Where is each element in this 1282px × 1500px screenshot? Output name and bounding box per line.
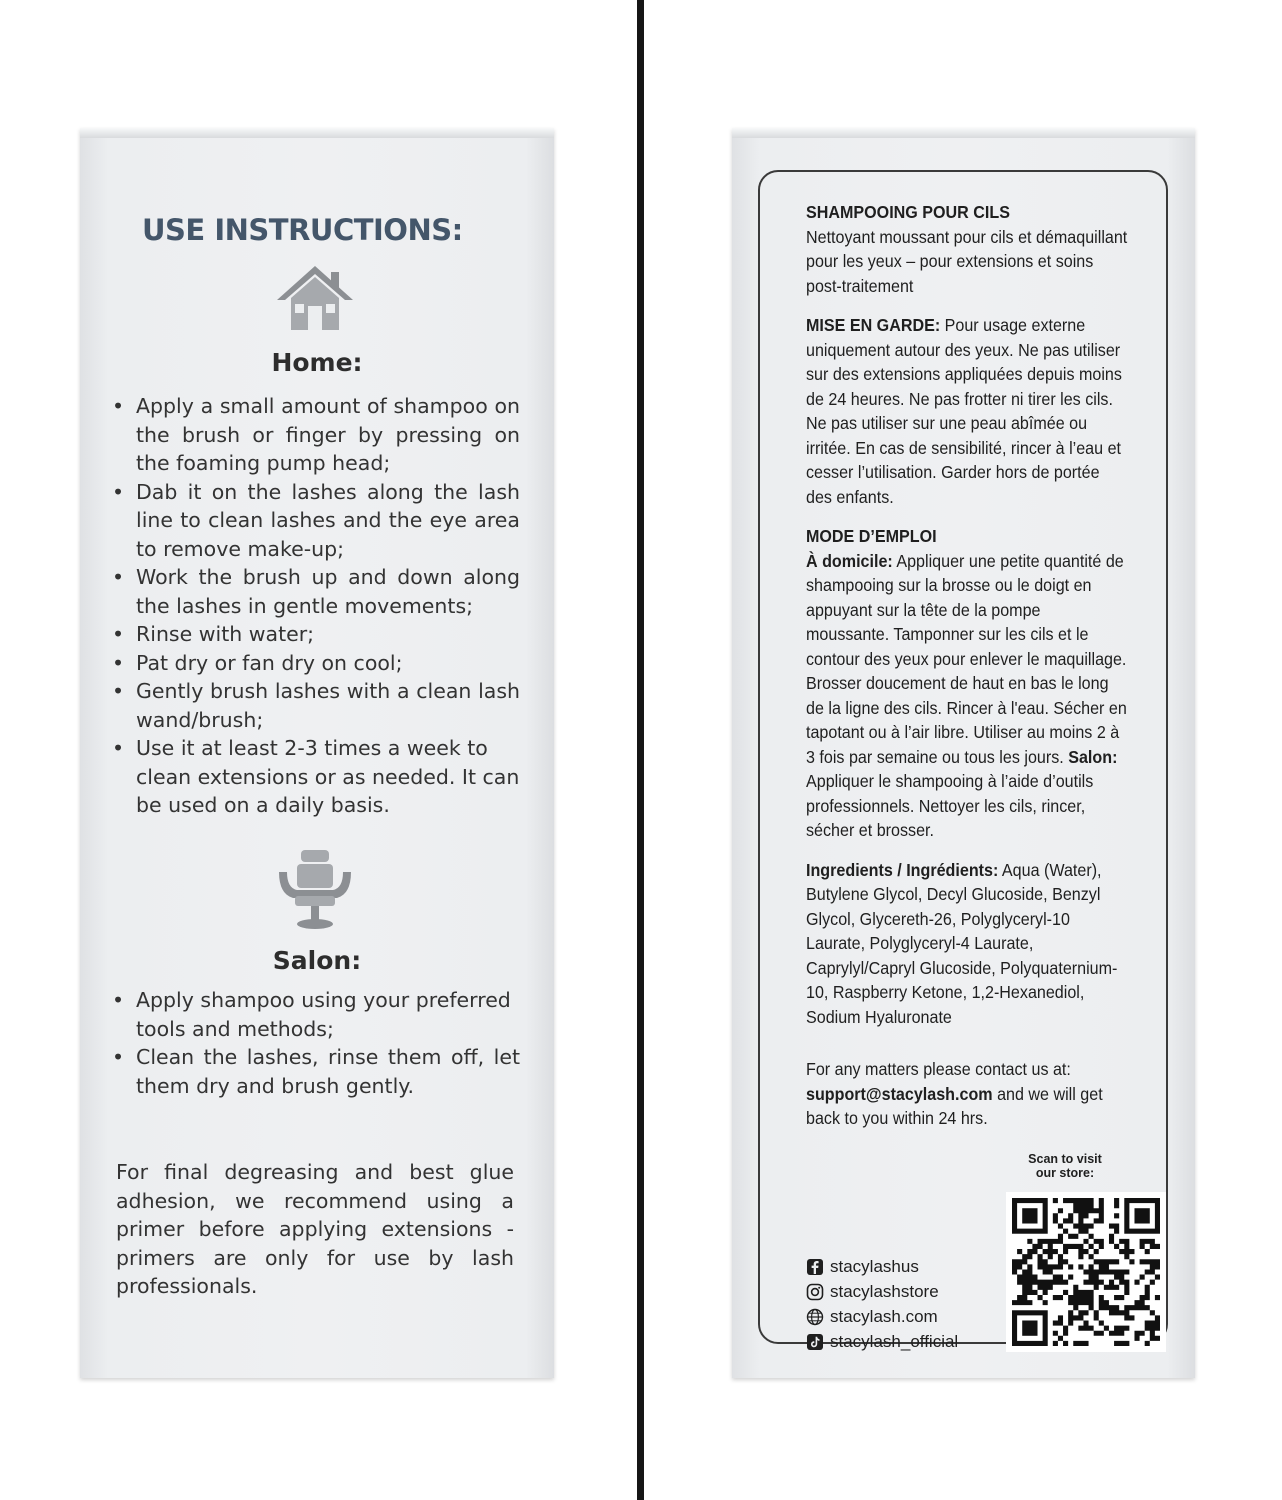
ingredients-text: Aqua (Water), Butylene Glycol, Decyl Glucoside, Benzyl Glycol, Glycereth-26, Polyglyceryl-10 Laurate, Polyglyceryl-4 Laurate, Caprylyl/Capryl Glucoside, Polyquaternium-10, Raspberry Ketone, 1,2-Hexanediol, Sodium Hyaluronate	[806, 859, 1118, 1027]
home-steps-list	[110, 392, 520, 820]
ingredients-label: Ingredients / Ingrédients:	[806, 859, 999, 880]
label-text	[806, 200, 1128, 1146]
social-tiktok	[806, 1329, 1006, 1354]
salon-label: Salon:	[1068, 746, 1118, 767]
social-label: stacylashstore	[830, 1282, 939, 1301]
social-links	[806, 1254, 1006, 1354]
home-text: Appliquer une petite quantité de shampooing sur la brosse ou le doigt en appuyant sur la tête de la pompe moussante. Tamponner sur les cils et le contour des yeux pour enlever le maquillage. Brosser doucement de haut en bas le long de la ligne des cils. Rincer à l'eau. Sécher en tapotant ou à l’air libre. Utiliser au moins 2 à 3 fois par semaine ou tous les jours.	[806, 550, 1127, 767]
list-item: • Gently brush lashes with a clean lash wand/brush;	[110, 677, 520, 734]
social-label: stacylash_official	[830, 1332, 959, 1351]
list-item: • Apply a small amount of shampoo on the brush or finger by pressing on the foaming pump head;	[110, 392, 520, 478]
box-side-label	[732, 128, 1195, 1378]
warning-text: Pour usage externe uniquement autour des yeux. Ne pas utiliser sur des extensions appliquées depuis moins de 24 heures. Ne pas frotter ni tirer les cils. Ne pas utiliser sur une peau abîmée ou irritée. En cas de sensibilité, rincer à l’eau et cesser l’utilisation. Garder hors de portée des enfants.	[806, 315, 1122, 507]
warning-label: MISE EN GARDE:	[806, 315, 941, 335]
use-instructions-title: USE INSTRUCTIONS:	[142, 213, 463, 247]
mode-title: MODE D’EMPLOI	[806, 526, 937, 546]
social-facebook	[806, 1254, 1006, 1279]
list-item: • Work the brush up and down along the lashes in gentle movements;	[110, 563, 520, 620]
social-label: stacylashus	[830, 1257, 919, 1276]
salon-text: Appliquer le shampooing à l’aide d’outils professionnels. Nettoyer les cils, rincer, sécher et brosser.	[806, 771, 1094, 840]
globe-icon	[806, 1308, 824, 1326]
home-heading: Home:	[271, 348, 363, 377]
list-item: • Apply shampoo using your preferred tools and methods;	[110, 986, 520, 1043]
salon-heading: Salon:	[272, 946, 362, 975]
house-icon	[275, 262, 355, 334]
list-item: • Rinse with water;	[110, 620, 520, 649]
social-label: stacylash.com	[830, 1307, 938, 1326]
salon-steps-list	[110, 986, 520, 1100]
contact-email: support@stacylash.com	[806, 1083, 993, 1104]
product-title: SHAMPOOING POUR CILS	[806, 202, 1010, 222]
contact-intro: For any matters please contact us at:	[806, 1059, 1071, 1079]
list-item: • Pat dry or fan dry on cool;	[110, 649, 520, 678]
home-label: À domicile:	[806, 550, 893, 571]
tiktok-icon	[806, 1333, 824, 1351]
facebook-icon	[806, 1258, 824, 1276]
list-item: • Use it at least 2-3 times a week to clean extensions or as needed. It can be used on a daily basis.	[110, 734, 520, 820]
product-description: Nettoyant moussant pour cils et démaquillant pour les yeux – pour extensions et soins post-traitement	[806, 226, 1128, 296]
label-panel	[758, 170, 1168, 1351]
social-website	[806, 1304, 1006, 1329]
qr-code	[1006, 1192, 1166, 1352]
salon-chair-icon	[275, 846, 355, 918]
list-item: • Dab it on the lashes along the lash line to clean lashes and the eye area to remove make-up;	[110, 478, 520, 564]
box-side-instructions	[80, 128, 554, 1378]
social-instagram	[806, 1279, 1006, 1304]
primer-note: For final degreasing and best glue adhesion, we recommend using a primer before applying extensions - primers are only for use by lash professionals.	[116, 1160, 514, 1298]
list-item: • Clean the lashes, rinse them off, let them dry and brush gently.	[110, 1043, 520, 1100]
contact-tail: and we will get back to you within 24 hrs.	[806, 1083, 1103, 1128]
instagram-icon	[806, 1283, 824, 1301]
scan-label: Scan to visit our store:	[1028, 1152, 1102, 1180]
center-divider	[637, 0, 644, 1500]
